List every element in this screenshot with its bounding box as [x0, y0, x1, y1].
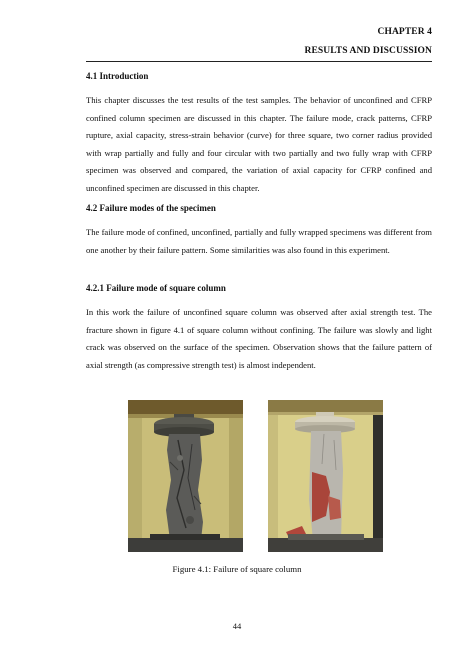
introduction-paragraph: This chapter discusses the test results of the test samples. The behavior of unconfined and CFRP confined column specimen are discussed in this chapter. The failure mode, crack patterns, CFRP rupture, axial capacity, stress-strain behavior (curve) for three square, two corner radius provided with wrap partially and fully and four circular with two partially and two fully wrap with CFRP specimen was observed and compared, the variation of axial capacity for CFRP confined and unconfined specimen are discussed in this chapter.	[86, 95, 432, 193]
section-heading-square-column: 4.2.1 Failure mode of square column	[86, 283, 226, 293]
section-heading-introduction: 4.1 Introduction	[86, 71, 149, 81]
figure-photo-right	[268, 400, 383, 552]
section-heading-failure-modes: 4.2 Failure modes of the specimen	[86, 203, 216, 213]
chapter-title: RESULTS AND DISCUSSION	[304, 46, 432, 56]
square-column-paragraph: In this work the failure of unconfined square column was observed after axial strength test. The fracture shown in figure 4.1 of square column without confining. The failure was slowly and light crack was observed on the surface of the specimen. Observation shows that the failure pattern of axial strength (as compressive strength test) is almost independent.	[86, 307, 432, 370]
figure-caption: Figure 4.1: Failure of square column	[172, 564, 302, 574]
page-number: 44	[232, 621, 242, 631]
chapter-label: CHAPTER 4	[377, 27, 432, 37]
figure-photo-left	[128, 400, 243, 552]
header-divider	[86, 61, 432, 62]
failure-modes-paragraph: The failure mode of confined, unconfined, partially and fully wrapped specimens was different from one another by their failure pattern. Some similarities was also found in this experiment.	[86, 227, 432, 255]
